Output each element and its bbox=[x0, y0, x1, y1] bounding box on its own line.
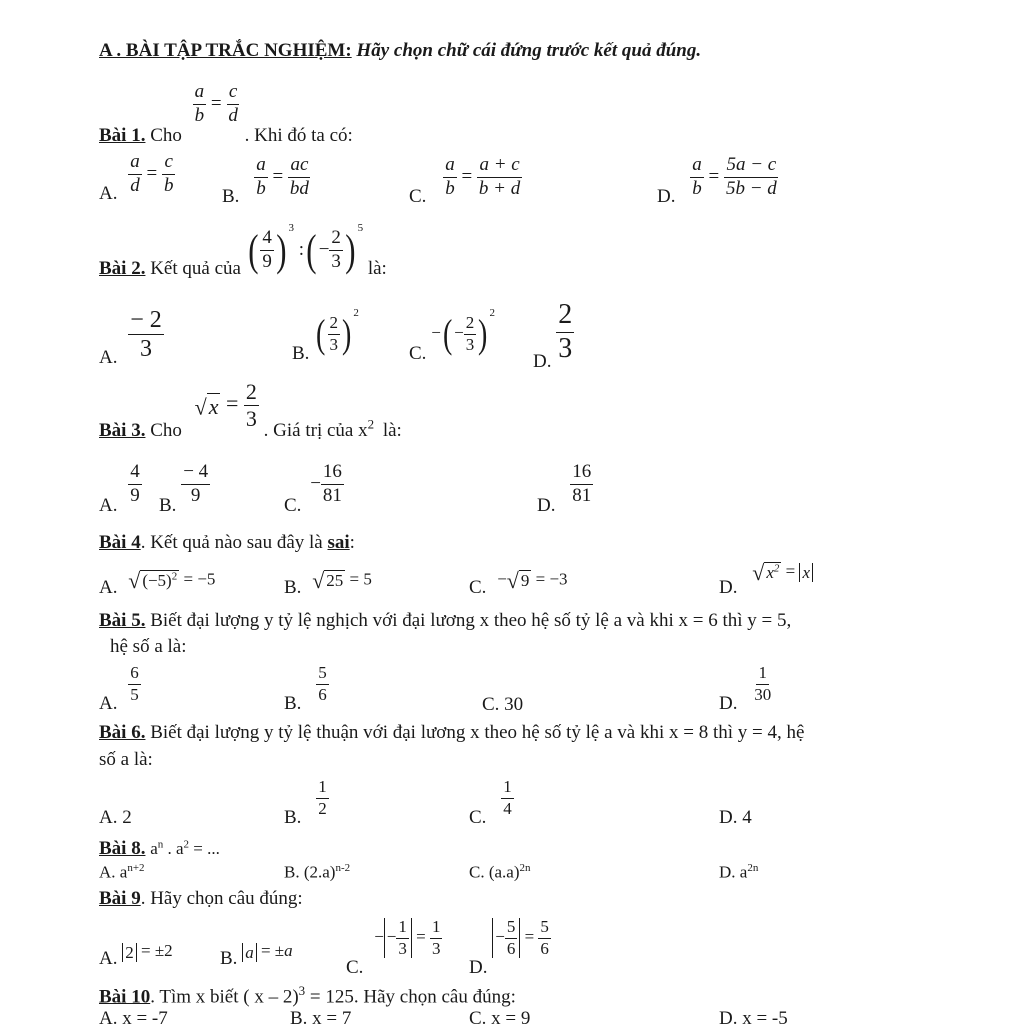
q1-option-d[interactable]: D. $\frac{a}{b}$ = $\frac{5a - c}{5b - d}$ bbox=[657, 154, 777, 207]
q8-expression: $a^n$ . $a^2$ = ... bbox=[150, 838, 220, 858]
q3-post: . Giá trị của $x^2$ là: bbox=[263, 416, 402, 442]
q9-option-d[interactable]: D. − $\frac{5}{6}$ = $\frac{5}{6}$ bbox=[469, 917, 549, 978]
q2-pre: Kết quả của bbox=[150, 257, 241, 279]
q5-option-c[interactable]: C. 30 bbox=[482, 694, 524, 715]
q4-label: Bài 4 bbox=[99, 532, 141, 553]
q3-stem bbox=[99, 379, 402, 442]
q5-label: Bài 5. bbox=[99, 610, 146, 631]
q6-option-a[interactable]: A. 2 bbox=[99, 807, 132, 828]
q8-option-c[interactable]: C. $(a.a)^{2n}$ bbox=[469, 862, 531, 882]
q10-option-a[interactable]: A. x = -7 bbox=[99, 1008, 168, 1029]
q4-option-a[interactable]: A. √ $(-5)^2 = -5$ bbox=[99, 568, 216, 599]
q1-pre: Cho bbox=[150, 124, 182, 146]
q10-option-d[interactable]: D. x = -5 bbox=[719, 1008, 788, 1029]
q4-keyword: sai bbox=[327, 532, 350, 553]
q2-label: Bài 2. bbox=[99, 257, 146, 279]
q3-label: Bài 3. bbox=[99, 420, 146, 442]
q6-stem bbox=[99, 722, 804, 744]
q3-option-b[interactable]: B. $\frac{- 4}{9}$ bbox=[159, 461, 209, 516]
header bbox=[99, 40, 701, 62]
q8-option-b[interactable]: B. $(2.a)^{n-2}$ bbox=[284, 862, 351, 882]
q9-stem bbox=[99, 888, 303, 910]
q9-text: . Hãy chọn câu đúng: bbox=[140, 888, 303, 909]
q1-option-a[interactable]: A. $\frac{a}{d}$ = $\frac{c}{b}$ bbox=[99, 151, 174, 204]
q1-stem-formula: $\frac{a}{b}$ = $\frac{c}{d}$ bbox=[194, 81, 238, 126]
q1-option-b[interactable]: B. $\frac{a}{b}$ = $\frac{ac}{bd}$ bbox=[222, 154, 309, 207]
q8-label: Bài 8. bbox=[99, 838, 146, 859]
q8-option-d[interactable]: D. $a^{2n}$ bbox=[719, 862, 759, 882]
q2-stem-formula: ( $\frac{4}{9}$ ) $^3$ :( − $\frac{2}{3}$ ) $^5$ bbox=[247, 222, 364, 275]
q1-option-c[interactable]: C. $\frac{a}{b}$ = $\frac{a + c}{b + d}$ bbox=[409, 154, 521, 207]
q5-option-b[interactable]: B. $\frac{5}{6}$ bbox=[284, 663, 327, 714]
q1-post: . Khi đó ta có: bbox=[244, 124, 353, 146]
q9-option-c[interactable]: C. − − $\frac{1}{3}$ = $\frac{1}{3}$ bbox=[346, 917, 441, 978]
q2-stem bbox=[99, 222, 387, 279]
q2-post: là: bbox=[367, 257, 387, 279]
q6-option-d[interactable]: D. 4 bbox=[719, 807, 752, 828]
q10-text-end: = 125. Hãy chọn câu đúng: bbox=[309, 986, 516, 1008]
q10-stem: Bài 10. Tìm x biết ( x – 2)$^3$ = 125. Hãy chọn câu đúng: bbox=[99, 983, 516, 1008]
q8-stem bbox=[99, 838, 220, 860]
q5-stem-line2: hệ số a là: bbox=[110, 636, 187, 657]
q8-option-a[interactable]: A. $a^{n+2}$ bbox=[99, 862, 145, 882]
q6-text: Biết đại lượng y tỷ lệ thuận với đại lương x theo hệ số tỷ lệ a và khi x = 8 thì y = 4, hệ bbox=[150, 722, 805, 743]
q2-option-d[interactable]: D. $\frac{2}{3}$ bbox=[533, 299, 573, 372]
q10-option-c[interactable]: C. x = 9 bbox=[469, 1008, 531, 1029]
q5-option-a[interactable]: A. $\frac{6}{5}$ bbox=[99, 663, 139, 714]
q10-label: Bài 10 bbox=[99, 986, 151, 1008]
q10-option-b[interactable]: B. x = 7 bbox=[290, 1008, 352, 1029]
q2-option-a[interactable]: A. $\frac{- 2}{3}$ bbox=[99, 307, 162, 369]
q5-stem bbox=[99, 610, 791, 632]
q9-label: Bài 9 bbox=[99, 888, 141, 909]
q1-label: Bài 1. bbox=[99, 124, 146, 146]
q5-option-d[interactable]: D. $\frac{1}{30}$ bbox=[719, 663, 772, 714]
q9-option-a[interactable]: A. 2 = ±2 bbox=[99, 941, 173, 969]
q5-text: Biết đại lượng y tỷ lệ nghịch với đại lương x theo hệ số tỷ lệ a và khi x = 6 thì y = 5, bbox=[150, 610, 792, 631]
q4-option-c[interactable]: C. −√ 9 = −3 bbox=[469, 568, 568, 599]
q6-stem-line2: số a là: bbox=[99, 749, 153, 770]
q6-option-c[interactable]: C. $\frac{1}{4}$ bbox=[469, 777, 512, 828]
q3-option-a[interactable]: A. $\frac{4}{9}$ bbox=[99, 461, 140, 516]
q6-label: Bài 6. bbox=[99, 722, 146, 743]
q4-stem: Bài 4. Kết quả nào sau đây là sai: bbox=[99, 532, 355, 553]
q10-text: . Tìm x biết ( x – 2) bbox=[150, 986, 299, 1008]
q9-option-b[interactable]: B. a = ±a bbox=[220, 941, 293, 969]
q3-option-d[interactable]: D. $\frac{16}{81}$ bbox=[537, 461, 592, 516]
q1-stem bbox=[99, 81, 353, 146]
q4-option-b[interactable]: B. √ 25 = 5 bbox=[284, 568, 372, 599]
q3-pre: Cho bbox=[150, 420, 182, 442]
q2-option-b[interactable]: B. ( $\frac{2}{3}$ ) $^2$ bbox=[292, 307, 359, 364]
q2-option-c[interactable]: C. −( − $\frac{2}{3}$ ) $^2$ bbox=[409, 307, 496, 364]
q3-stem-formula: √x = $\frac{2}{3}$ bbox=[194, 379, 257, 432]
q3-option-c[interactable]: C. − $\frac{16}{81}$ bbox=[284, 461, 342, 516]
q4-option-d[interactable]: D. √ $x^2 = x$ bbox=[719, 560, 813, 585]
q6-option-b[interactable]: B. $\frac{1}{2}$ bbox=[284, 777, 327, 828]
q4-pre: . Kết quả nào sau đây là bbox=[140, 532, 323, 553]
header-prefix: A . BÀI TẬP TRẮC NGHIỆM: bbox=[99, 40, 352, 61]
header-instruction: Hãy chọn chữ cái đứng trước kết quả đúng. bbox=[356, 40, 702, 61]
